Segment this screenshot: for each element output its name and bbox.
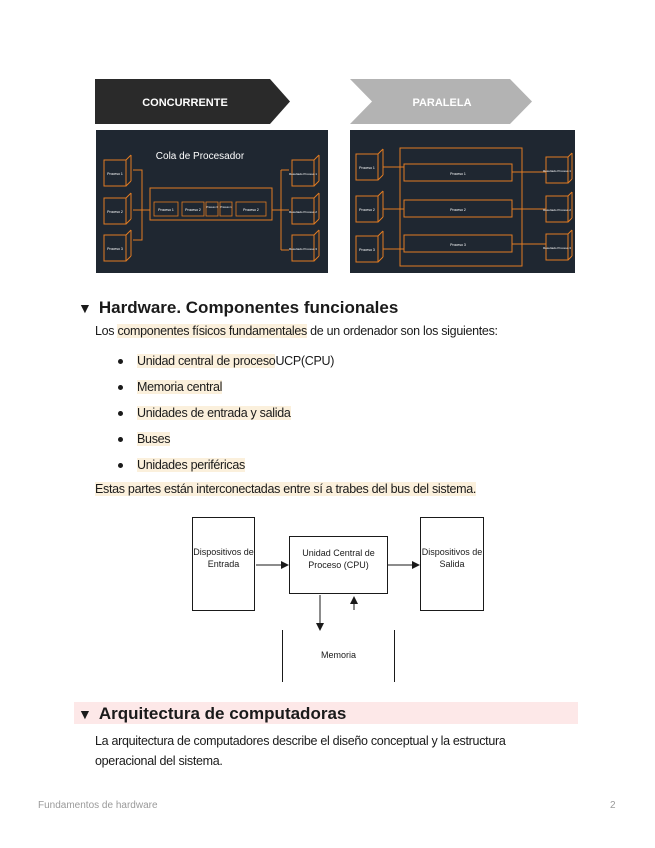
section-hardware-title: Hardware. Componentes funcionales bbox=[98, 298, 399, 317]
list-item: Memoria central bbox=[118, 374, 334, 400]
svg-text:Proceso 1: Proceso 1 bbox=[450, 172, 466, 176]
svg-text:Proceso 3: Proceso 3 bbox=[450, 243, 466, 247]
svg-text:Proceso 2: Proceso 2 bbox=[450, 208, 466, 212]
page-number: 2 bbox=[610, 800, 616, 811]
svg-text:Proceso 2: Proceso 2 bbox=[243, 208, 259, 212]
svg-text:Resultado Proceso 1: Resultado Proceso 1 bbox=[543, 169, 571, 173]
arch-paragraph: La arquitectura de computadores describe el diseño conceptual y la estructura operacional del sistema. bbox=[95, 734, 506, 768]
list-item: Buses bbox=[118, 426, 334, 452]
svg-text:Resultado Proceso 2: Resultado Proceso 2 bbox=[543, 208, 571, 212]
section-arch-heading[interactable] bbox=[78, 704, 346, 724]
intro-paragraph: Los componentes físicos fundamentales de un ordenador son los siguientes: bbox=[95, 324, 498, 338]
section-arch-title: Arquitectura de computadoras bbox=[98, 704, 347, 723]
svg-text:Proceso 2: Proceso 2 bbox=[359, 208, 375, 212]
output-devices-box: Dispositivos de Salida bbox=[420, 517, 484, 611]
block-diagram-arrows bbox=[250, 555, 430, 635]
concurrent-banner bbox=[95, 79, 290, 124]
concurrent-diagram-title: Cola de Procesador bbox=[155, 151, 245, 162]
parallel-banner bbox=[350, 79, 532, 124]
cpu-box: Unidad Central de Proceso (CPU) bbox=[289, 536, 388, 594]
collapse-triangle-icon[interactable]: ▼ bbox=[78, 300, 92, 316]
svg-text:Proceso 2: Proceso 2 bbox=[107, 210, 123, 214]
svg-text:Proceso 2: Proceso 2 bbox=[185, 208, 201, 212]
concurrent-diagram bbox=[96, 130, 328, 273]
svg-text:Proceso 3: Proceso 3 bbox=[206, 206, 218, 209]
components-list bbox=[118, 348, 334, 478]
bullet-icon bbox=[118, 463, 123, 468]
parallel-banner-label: PARALELA bbox=[412, 97, 472, 109]
parallel-diagram bbox=[350, 130, 575, 273]
closing-paragraph: Estas partes están interconectadas entre sí a trabes del bus del sistema. bbox=[95, 482, 477, 496]
intro-highlight: componentes físicos fundamentales bbox=[117, 324, 307, 338]
bullet-icon bbox=[118, 359, 123, 364]
footer-title: Fundamentos de hardware bbox=[38, 800, 158, 811]
svg-text:Proceso 3: Proceso 3 bbox=[359, 248, 375, 252]
memory-box: Memoria bbox=[282, 630, 395, 682]
concurrent-banner-label: CONCURRENTE bbox=[142, 97, 228, 109]
svg-text:Proceso 1: Proceso 1 bbox=[359, 166, 375, 170]
list-item: Unidad central de proceso UCP(CPU) bbox=[118, 348, 334, 374]
svg-text:Proceso 1: Proceso 1 bbox=[107, 172, 123, 176]
input-devices-box: Dispositivos de Entrada bbox=[192, 517, 255, 611]
collapse-triangle-icon[interactable]: ▼ bbox=[78, 706, 92, 722]
svg-text:Proceso 1: Proceso 1 bbox=[158, 208, 174, 212]
bullet-icon bbox=[118, 411, 123, 416]
section-hardware-heading[interactable] bbox=[78, 298, 398, 318]
svg-text:Resultado Proceso 1: Resultado Proceso 1 bbox=[289, 172, 317, 176]
svg-text:Resultado Proceso 3: Resultado Proceso 3 bbox=[289, 247, 317, 251]
bullet-icon bbox=[118, 437, 123, 442]
list-item: Unidades periféricas bbox=[118, 452, 334, 478]
svg-text:Resultado Proceso 3: Resultado Proceso 3 bbox=[543, 246, 571, 250]
bullet-icon bbox=[118, 385, 123, 390]
svg-text:Proceso 1: Proceso 1 bbox=[220, 206, 232, 209]
svg-text:Resultado Proceso 2: Resultado Proceso 2 bbox=[289, 210, 317, 214]
svg-text:Proceso 3: Proceso 3 bbox=[107, 247, 123, 251]
list-item: Unidades de entrada y salida bbox=[118, 400, 334, 426]
